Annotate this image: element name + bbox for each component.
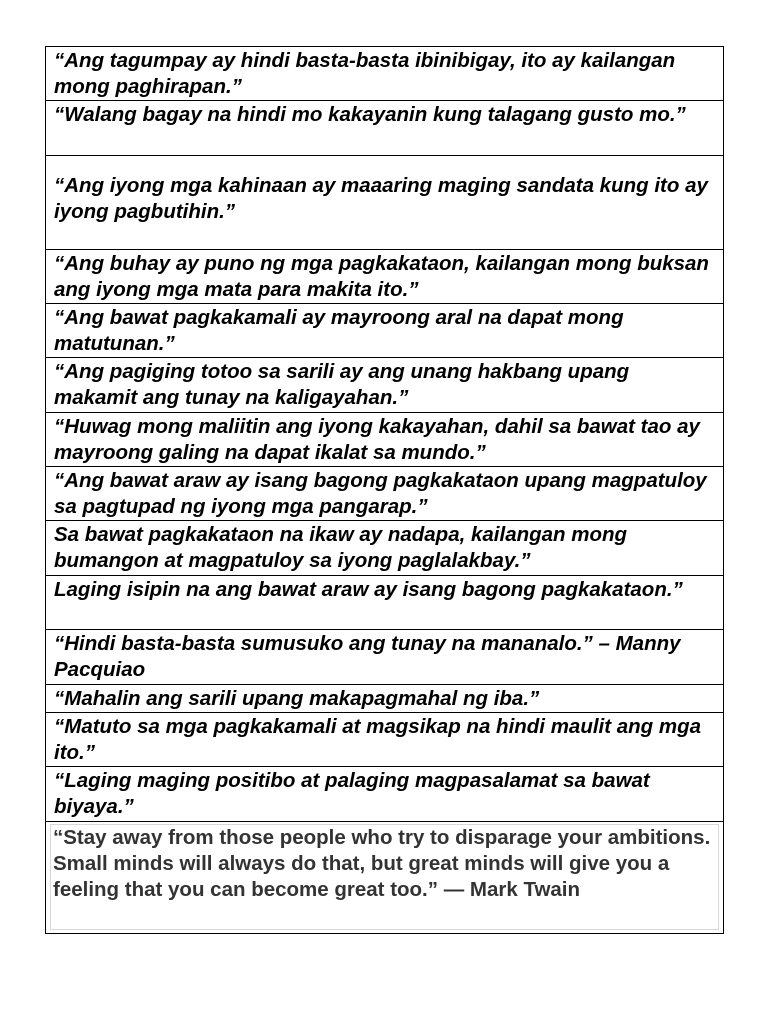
table-row [46, 101, 724, 156]
quote-cell: “Ang pagiging totoo sa sarili ay ang unang hakbang upang makamit ang tunay na kaligayahan.” [46, 358, 724, 413]
table-row [46, 156, 724, 250]
table-row [46, 413, 724, 467]
table-row [46, 685, 724, 713]
table-row [46, 576, 724, 630]
quote-cell: “Ang bawat pagkakamali ay mayroong aral na dapat mong matutunan.” [46, 304, 724, 358]
quote-cell: “Laging maging positibo at palaging magpasalamat sa bawat biyaya.” [46, 767, 724, 822]
table-row [46, 521, 724, 576]
quote-cell: “Ang buhay ay puno ng mga pagkakataon, kailangan mong buksan ang iyong mga mata para makita ito.” [46, 250, 724, 304]
table-row [46, 304, 724, 358]
table-row [46, 822, 724, 934]
table-row [46, 47, 724, 101]
table-row [46, 767, 724, 822]
quote-text-frame: “Stay away from those people who try to disparage your ambitions. Small minds will always do that, but great minds will give you a feeling that you can become great too.” — Mark Twain [50, 824, 719, 930]
quote-cell: Sa bawat pagkakataon na ikaw ay nadapa, kailangan mong bumangon at magpatuloy sa iyong paglalakbay.” [46, 521, 724, 576]
quote-cell: “Huwag mong maliitin ang iyong kakayahan, dahil sa bawat tao ay mayroong galing na dapat ikalat sa mundo.” [46, 413, 724, 467]
quote-cell: “Mahalin ang sarili upang makapagmahal ng iba.” [46, 685, 724, 713]
quote-cell-english [46, 822, 724, 934]
quote-cell: “Walang bagay na hindi mo kakayanin kung talagang gusto mo.” [46, 101, 724, 156]
quote-cell: “Ang bawat araw ay isang bagong pagkakataon upang magpatuloy sa pagtupad ng iyong mga pangarap.” [46, 467, 724, 521]
quote-cell: Laging isipin na ang bawat araw ay isang bagong pagkakataon.” [46, 576, 724, 630]
quote-cell: “Ang tagumpay ay hindi basta-basta ibinibigay, ito ay kailangan mong paghirapan.” [46, 47, 724, 101]
table-row [46, 250, 724, 304]
quote-cell: “Ang iyong mga kahinaan ay maaaring maging sandata kung ito ay iyong pagbutihin.” [46, 156, 724, 250]
table-row [46, 713, 724, 767]
table-row [46, 358, 724, 413]
quotes-table [45, 46, 724, 934]
table-row [46, 467, 724, 521]
quote-cell: “Hindi basta-basta sumusuko ang tunay na mananalo.” – Manny Pacquiao [46, 630, 724, 685]
quote-cell: “Matuto sa mga pagkakamali at magsikap na hindi maulit ang mga ito.” [46, 713, 724, 767]
table-row [46, 630, 724, 685]
